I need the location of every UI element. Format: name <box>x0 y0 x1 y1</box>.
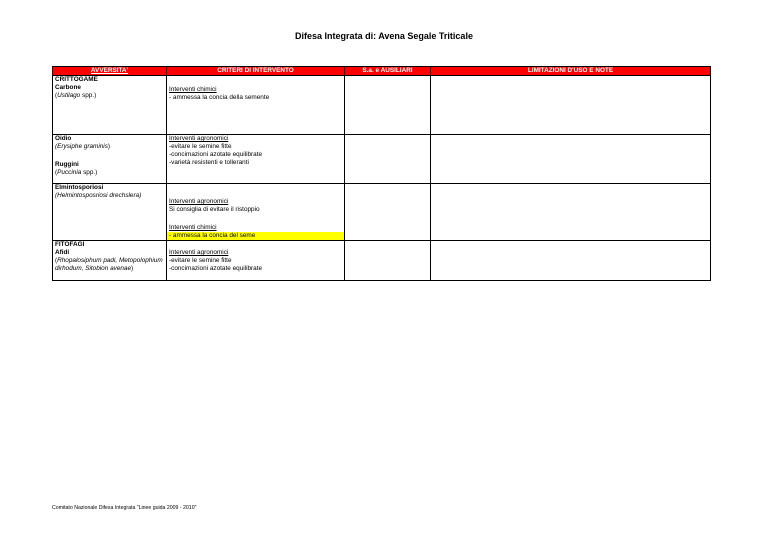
header-sa-ausiliari: S.a. e AUSILIARI <box>345 67 431 76</box>
criteria-line: -concimazioni azotate equilibrate <box>169 151 263 158</box>
pest-scientific: (Puccinia spp.) <box>55 169 98 176</box>
criteria-line-highlighted: - ammessa la concia del seme <box>167 232 344 240</box>
criteria-heading: Interventi agronomici <box>169 198 229 205</box>
sa-cell <box>345 135 431 184</box>
limitazioni-cell <box>431 135 711 184</box>
header-criteri: CRITERI DI INTERVENTO <box>167 67 345 76</box>
criteria-line: -evitare le semine fitte <box>169 143 232 150</box>
pest-scientific: (Helmintosposriosi drechslera) <box>55 192 142 199</box>
sa-cell <box>345 76 431 135</box>
defense-table <box>52 66 711 281</box>
header-avversita: AVVERSITA' <box>53 67 167 76</box>
criteria-heading: Interventi chimici <box>169 86 217 93</box>
criteria-line: -varietà resistenti e tolleranti <box>169 159 249 166</box>
criteria-line: -evitare le semine fitte <box>169 257 232 264</box>
pest-name: Carbone <box>55 84 81 91</box>
criteri-cell <box>167 135 345 184</box>
section-label: FITOFAGI <box>55 241 85 248</box>
criteri-cell <box>167 184 345 241</box>
criteri-cell <box>167 241 345 281</box>
criteria-heading: Interventi chimici <box>169 224 217 231</box>
avversita-cell <box>53 76 167 135</box>
table-row <box>53 184 711 241</box>
section-label: CRITTOGAME <box>55 76 98 83</box>
criteri-cell <box>167 76 345 135</box>
limitazioni-cell <box>431 184 711 241</box>
criteria-line: - ammessa la concia della semente <box>169 94 270 101</box>
avversita-cell <box>53 184 167 241</box>
criteria-line: Si consiglia di evitare il ristoppio <box>169 206 260 213</box>
pest-scientific: (Rhopalosiphum padi, Metopolophium dirhodum, Sitobion avenae) <box>55 257 163 272</box>
header-row <box>53 67 711 76</box>
footer-note: Comitato Nazionale Difesa Integrata "Linee guida 2009 - 2010" <box>52 505 197 511</box>
pest-name: Ruggini <box>55 161 79 168</box>
table-row <box>53 76 711 135</box>
pest-name: Oidio <box>55 135 72 142</box>
limitazioni-cell <box>431 241 711 281</box>
criteria-heading: Interventi agronomici <box>169 135 229 142</box>
page-title: Difesa Integrata di: Avena Segale Triticale <box>295 31 473 41</box>
pest-name: Elmintosporiosi <box>55 184 104 191</box>
pest-scientific: (Ustilago spp.) <box>55 92 97 99</box>
criteria-heading: Interventi agronomici <box>169 249 229 256</box>
criteria-line: -concimazioni azotate equilibrate <box>169 265 263 272</box>
avversita-cell <box>53 241 167 281</box>
pest-scientific: (Erysiphe graminis) <box>55 143 111 150</box>
pest-name: Afidi <box>55 249 70 256</box>
table-row <box>53 135 711 184</box>
sa-cell <box>345 241 431 281</box>
limitazioni-cell <box>431 76 711 135</box>
sa-cell <box>345 184 431 241</box>
table-row <box>53 241 711 281</box>
header-limitazioni: LIMITAZIONI D'USO E NOTE <box>431 67 711 76</box>
avversita-cell <box>53 135 167 184</box>
